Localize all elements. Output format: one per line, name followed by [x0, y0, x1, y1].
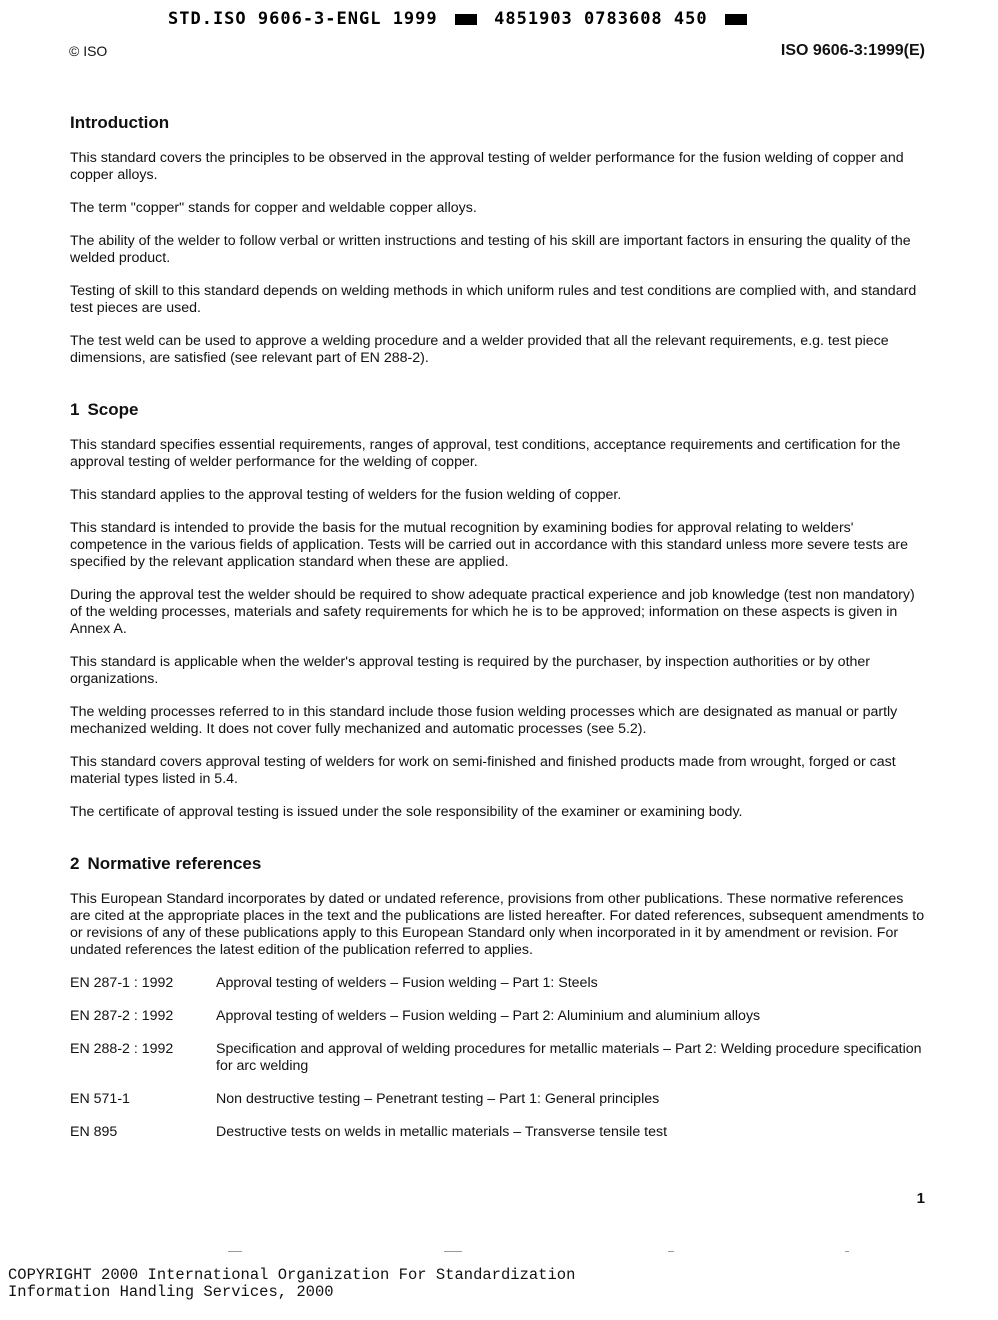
normative-references-heading: [70, 854, 926, 874]
reference-title: Approval testing of welders – Fusion welding – Part 1: Steels: [216, 975, 598, 991]
section-title: Scope: [87, 400, 139, 419]
paragraph: This standard is intended to provide the basis for the mutual recognition by examining bodies for approval relating to welders' competence in the various fields of application. Tests will be carried out in accordance with this standard unless more severe tests are specified by the relevant application standard when these are applied.: [70, 520, 909, 570]
section-number: 2: [70, 854, 80, 873]
footer-line: COPYRIGHT 2000 International Organization For Standardization: [8, 1266, 576, 1284]
page-content: [70, 113, 926, 1157]
paragraph: The certificate of approval testing is issued under the sole responsibility of the examiner or examining body.: [70, 804, 743, 820]
paragraph: This standard applies to the approval testing of welders for the fusion welding of copper.: [70, 487, 622, 503]
reference-code: EN 287-1 : 1992: [70, 975, 174, 991]
stamp-code: 4851903 0783608 450: [494, 9, 708, 29]
scan-artifact: [444, 1251, 462, 1252]
reference-code: EN 571-1: [70, 1091, 130, 1107]
footer-line: Information Handling Services, 2000: [8, 1283, 334, 1301]
paragraph: This standard specifies essential requirements, ranges of approval, test conditions, acceptance requirements and certification for the approval testing of welder performance for the welding of copper.: [70, 437, 901, 470]
scan-artifact: [845, 1251, 849, 1252]
introduction-section: [70, 113, 926, 367]
reference-title: Destructive tests on welds in metallic materials – Transverse tensile test: [216, 1124, 668, 1140]
stamp-block-mark: [725, 14, 747, 25]
reference-item: [70, 1091, 926, 1108]
copyright-footer: [8, 1267, 575, 1301]
paragraph: Testing of skill to this standard depends on welding methods in which uniform rules and test conditions are complied with, and standard test pieces are used.: [70, 283, 917, 316]
paragraph: This standard covers the principles to be observed in the approval testing of welder performance for the fusion welding of copper and copper alloys.: [70, 150, 904, 183]
paragraph: The term "copper" stands for copper and weldable copper alloys.: [70, 200, 477, 216]
scan-artifact: [668, 1251, 674, 1252]
scope-section: [70, 400, 926, 821]
paragraph: This standard covers approval testing of welders for work on semi-finished and finished products made from wrought, forged or cast material types listed in 5.4.: [70, 754, 896, 787]
section-title: Normative references: [87, 854, 262, 873]
introduction-heading: Introduction: [70, 113, 170, 132]
page-number: 1: [916, 1190, 925, 1207]
normative-references-section: [70, 854, 926, 1141]
scan-artifact: [228, 1251, 242, 1252]
header-document-id: ISO 9606-3:1999(E): [780, 42, 925, 59]
reference-title: Specification and approval of welding procedures for metallic materials – Part 2: Welding procedure specification for arc welding: [216, 1041, 922, 1074]
paragraph: This European Standard incorporates by dated or undated reference, provisions from other publications. These normative references are cited at the appropriate places in the text and the publications are listed hereafter. For dated references, subsequent amendments to or revisions of any of these publications apply to this European Standard only when incorporated in it by amendment or revision. For undated references the latest edition of the publication referred to applies.: [70, 891, 925, 958]
paragraph: The test weld can be used to approve a welding procedure and a welder provided that all the relevant requirements, e.g. test piece dimensions, are satisfied (see relevant part of EN 288-2).: [70, 333, 889, 366]
stamp-id: STD.ISO 9606-3-ENGL 1999: [168, 9, 438, 29]
paragraph: This standard is applicable when the welder's approval testing is required by the purchaser, by inspection authorities or by other organizations.: [70, 654, 871, 687]
reference-item: [70, 975, 926, 992]
reference-item: [70, 1124, 926, 1141]
header-copyright: © ISO: [69, 43, 108, 59]
reference-code: EN 288-2 : 1992: [70, 1041, 174, 1057]
paragraph: The welding processes referred to in this standard include those fusion welding processes which are designated as manual or partly mechanized welding. It does not cover fully mechanized and automatic processes (see 5.2).: [70, 704, 898, 737]
reference-item: [70, 1041, 926, 1075]
reference-list: [70, 975, 926, 1141]
reference-code: EN 287-2 : 1992: [70, 1008, 174, 1024]
paragraph: During the approval test the welder should be required to show adequate practical experience and job knowledge (test non mandatory) of the welding processes, materials and safety requirements for which he is to be approved; information on these aspects is given in Annex A.: [70, 587, 915, 637]
reference-title: Approval testing of welders – Fusion welding – Part 2: Aluminium and aluminium alloys: [216, 1008, 761, 1024]
reference-title: Non destructive testing – Penetrant testing – Part 1: General principles: [216, 1091, 660, 1107]
section-number: 1: [70, 400, 80, 419]
scope-heading: [70, 400, 926, 420]
reference-item: [70, 1008, 926, 1025]
document-stamp: [168, 9, 753, 29]
reference-code: EN 895: [70, 1124, 118, 1140]
stamp-block-mark: [455, 14, 477, 25]
paragraph: The ability of the welder to follow verbal or written instructions and testing of his skill are important factors in ensuring the quality of the welded product.: [70, 233, 911, 266]
